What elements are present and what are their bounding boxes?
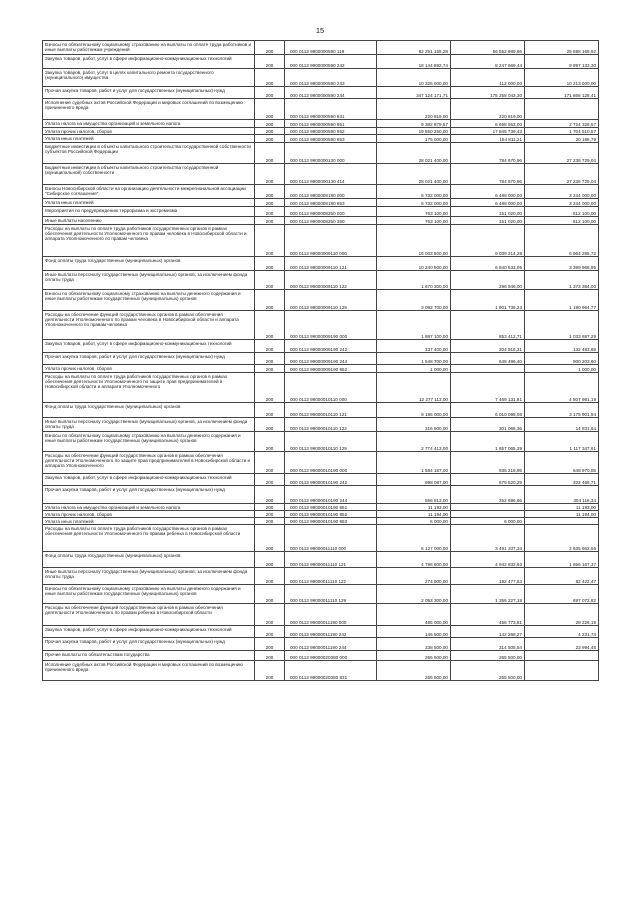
page-number: 15	[315, 26, 325, 35]
unexecuted-amount-cell: 4 807 981,19	[525, 373, 599, 403]
unexecuted-amount-cell: 4 231,73	[525, 626, 599, 638]
expense-name-cell: Взносы по обязательному социальному страхованию на выплаты денежного содержания и иные выплаты работникам государственных (муниципальных) органов	[43, 585, 255, 604]
executed-amount-cell: 265 500,00	[451, 661, 525, 681]
executed-amount-cell: 6 010 098,06	[451, 403, 525, 418]
table-row	[43, 99, 599, 120]
expense-name-cell: Иные выплаты персоналу государственных (муниципальных) органов, за исключением фонда оплаты труда	[43, 271, 255, 290]
line-code-cell: 200	[255, 271, 285, 290]
line-code-cell: 200	[255, 128, 285, 135]
expense-name-cell: Расходы на выплаты по оплате труда работников государственных органов в рамках обеспечения деятельности Уполномоченного по правам ребенка в Новосибирской области	[43, 525, 255, 552]
table-row	[43, 290, 599, 311]
table-row	[43, 418, 599, 432]
unexecuted-amount-cell: 3 399 966,95	[525, 257, 599, 271]
executed-amount-cell: 17 845 739,43	[451, 128, 525, 135]
line-code-cell: 200	[255, 99, 285, 120]
approved-amount-cell: 16 003 500,00	[377, 225, 451, 257]
approved-amount-cell: 3 092 700,00	[377, 290, 451, 311]
executed-amount-cell: 1 356 227,18	[451, 585, 525, 604]
approved-amount-cell: 10 240 500,00	[377, 257, 451, 271]
table-row	[43, 353, 599, 365]
expense-name-cell: Расходы на обеспечение функций государственных органов в рамках обеспечения деятельности Уполномоченного по защите прав предпринимателей в Новосибирской области и аппарата Уполномоченного	[43, 452, 255, 474]
budget-classification-code-cell: 000 0113 99000009110 000	[285, 225, 377, 257]
budget-classification-code-cell: 000 0113 9900008180 853	[285, 199, 377, 207]
budget-classification-code-cell: 000 0113 99000009190 244	[285, 353, 377, 365]
table-row	[43, 486, 599, 504]
budget-classification-code-cell: 000 0113 99000010190 853	[285, 518, 377, 525]
line-code-cell: 200	[255, 552, 285, 568]
approved-amount-cell: 6 732 000,00	[377, 199, 451, 207]
executed-amount-cell: 151 020,00	[451, 207, 525, 217]
executed-amount-cell: 6 488 000,00	[451, 185, 525, 199]
expense-name-cell: Прочая закупка товаров, работ и услуг для государственных (муниципальных) нужд	[43, 486, 255, 504]
approved-amount-cell: 338 500,00	[377, 638, 451, 651]
line-code-cell: 200	[255, 353, 285, 365]
approved-amount-cell: 175 000,00	[377, 135, 451, 143]
line-code-cell: 200	[255, 626, 285, 638]
approved-amount-cell: 19 550 250,00	[377, 128, 451, 135]
budget-classification-code-cell: 000 0113 9900000130 414	[285, 164, 377, 185]
unexecuted-amount-cell	[525, 518, 599, 525]
expense-name-cell: Взносы по обязательному социальному страхованию на выплаты денежного содержания и иные выплаты работникам государственных (муниципальных) органов	[43, 432, 255, 452]
approved-amount-cell: 1 584 187,00	[377, 452, 451, 474]
table-row	[43, 135, 599, 143]
table-row	[43, 432, 599, 452]
unexecuted-amount-cell: 25 698 165,62	[525, 41, 599, 55]
unexecuted-amount-cell: 28 226,19	[525, 604, 599, 626]
budget-classification-code-cell: 000 0113 99000009110 129	[285, 290, 377, 311]
table-row	[43, 365, 599, 373]
line-code-cell: 200	[255, 290, 285, 311]
approved-amount-cell: 18 144 892,74	[377, 55, 451, 69]
approved-amount-cell: 1 887 100,00	[377, 311, 451, 340]
table-row	[43, 217, 599, 225]
approved-amount-cell: 220 819,00	[377, 99, 451, 120]
expense-name-cell: Расходы на обеспечение функций государственных органов в рамках обеспечения деятельности Уполномоченного по правам человека в Новосибирской области и аппарата Уполномоченного по правам человека	[43, 311, 255, 340]
expense-name-cell: Фонд оплаты труда государственных (муниципальных) органов	[43, 403, 255, 418]
line-code-cell: 200	[255, 217, 285, 225]
approved-amount-cell: 9 186 000,00	[377, 403, 451, 418]
executed-amount-cell: 6 840 533,05	[451, 257, 525, 271]
expense-name-cell: Взносы по обязательному социальному страхованию на выплаты по оплате труда работников и иные выплаты работникам учреждений	[43, 41, 255, 55]
line-code-cell: 200	[255, 474, 285, 486]
executed-amount-cell: 265 500,00	[451, 651, 525, 661]
table-row	[43, 403, 599, 418]
executed-amount-cell: 296 946,00	[451, 271, 525, 290]
executed-amount-cell: 151 020,00	[451, 217, 525, 225]
unexecuted-amount-cell: 27 236 729,04	[525, 143, 599, 164]
budget-classification-code-cell: 000 0113 99000009190 852	[285, 365, 377, 373]
line-code-cell: 200	[255, 511, 285, 518]
line-code-cell: 200	[255, 164, 285, 185]
unexecuted-amount-cell: 27 236 729,04	[525, 164, 599, 185]
expense-name-cell: Закупка товаров, работ, услуг в сфере информационно-коммуникационных технологий	[43, 55, 255, 69]
expense-name-cell: Уплата прочих налогов, сборов	[43, 511, 255, 518]
line-code-cell: 200	[255, 452, 285, 474]
table-row	[43, 164, 599, 185]
budget-classification-code-cell: 000 0113 99000010110 129	[285, 432, 377, 452]
line-code-cell: 200	[255, 365, 285, 373]
table-row	[43, 185, 599, 199]
executed-amount-cell: 175 258 043,30	[451, 87, 525, 99]
approved-amount-cell: 11 193,00	[377, 504, 451, 511]
line-code-cell: 200	[255, 340, 285, 353]
budget-classification-code-cell: 000 0113 99000010190 852	[285, 511, 377, 518]
executed-amount-cell: 252 696,66	[451, 486, 525, 504]
approved-amount-cell: 82 251 155,28	[377, 41, 451, 55]
executed-amount-cell: 314 505,54	[451, 638, 525, 651]
line-code-cell: 200	[255, 518, 285, 525]
executed-amount-cell: 648 496,40	[451, 353, 525, 365]
executed-amount-cell: 220 819,00	[451, 99, 525, 120]
line-code-cell: 200	[255, 225, 285, 257]
executed-amount-cell	[451, 365, 525, 373]
expense-name-cell: Исполнение судебных актов Российской Федерации и мировых соглашений по возмещению причиненного вреда	[43, 99, 255, 120]
table-row	[43, 626, 599, 638]
approved-amount-cell: 265 500,00	[377, 661, 451, 681]
table-row	[43, 604, 599, 626]
unexecuted-amount-cell: 1 856 167,37	[525, 552, 599, 568]
unexecuted-amount-cell: 10 213 000,00	[525, 69, 599, 87]
budget-classification-code-cell: 000 0113 9900008180 000	[285, 185, 377, 199]
executed-amount-cell: 1 901 735,23	[451, 290, 525, 311]
expense-name-cell: Уплата иных платежей	[43, 518, 255, 525]
table-row	[43, 373, 599, 403]
budget-classification-code-cell: 000 0113 9900000590 242	[285, 55, 377, 69]
table-row	[43, 474, 599, 486]
unexecuted-amount-cell	[525, 661, 599, 681]
expense-name-cell: Уплата иных платежей	[43, 199, 255, 207]
line-code-cell: 200	[255, 257, 285, 271]
unexecuted-amount-cell	[525, 651, 599, 661]
approved-amount-cell: 11 194,00	[377, 511, 451, 518]
expense-name-cell: Прочая закупка товаров, работ и услуг для государственных (муниципальных) нужд	[43, 638, 255, 651]
executed-amount-cell: 6 658 553,00	[451, 120, 525, 128]
approved-amount-cell: 763 100,00	[377, 207, 451, 217]
unexecuted-amount-cell: 171 866 128,41	[525, 87, 599, 99]
budget-classification-code-cell: 000 0113 99000010190 851	[285, 504, 377, 511]
budget-classification-code-cell: 000 0113 9900000590 852	[285, 128, 377, 135]
approved-amount-cell: 347 124 171,71	[377, 87, 451, 99]
budget-classification-code-cell: 000 0113 99000020380 831	[285, 661, 377, 681]
executed-amount-cell	[451, 504, 525, 511]
budget-classification-code-cell: 000 0113 9900000590 244	[285, 87, 377, 99]
approved-amount-cell: 485 000,00	[377, 604, 451, 626]
unexecuted-amount-cell: 82 422,47	[525, 568, 599, 585]
approved-amount-cell: 337 400,00	[377, 340, 451, 353]
approved-amount-cell: 998 087,00	[377, 474, 451, 486]
budget-classification-code-cell: 000 0113 9900000590 851	[285, 120, 377, 128]
line-code-cell: 200	[255, 585, 285, 604]
executed-amount-cell: 3 491 337,34	[451, 525, 525, 552]
unexecuted-amount-cell: 1 033 687,29	[525, 311, 599, 340]
expense-name-cell: Взносы Новосибирской области на организацию деятельности межрегиональной ассоциации "Сибирское соглашение"	[43, 185, 255, 199]
table-row	[43, 143, 599, 164]
unexecuted-amount-cell: 900 203,60	[525, 353, 599, 365]
approved-amount-cell: 1 000,00	[377, 365, 451, 373]
approved-amount-cell: 9 382 879,57	[377, 120, 451, 128]
table-row	[43, 87, 599, 99]
budget-classification-code-cell: 000 0113 99000009110 122	[285, 271, 377, 290]
table-row	[43, 585, 599, 604]
unexecuted-amount-cell: 11 194,00	[525, 511, 599, 518]
executed-amount-cell: 4 942 832,63	[451, 552, 525, 568]
budget-classification-code-cell: 000 0113 9900000590 243	[285, 69, 377, 87]
expense-name-cell: Расходы на выплаты по оплате труда работников государственных органов в рамках обеспечения деятельности Уполномоченного по защите прав предпринимателей в Новосибирской области и аппарата Уполномоченного	[43, 373, 255, 403]
unexecuted-amount-cell: 612 100,00	[525, 217, 599, 225]
approved-amount-cell: 12 277 113,00	[377, 373, 451, 403]
budget-classification-code-cell: 000 0113 9900000590 831	[285, 99, 377, 120]
executed-amount-cell: 154 811,21	[451, 135, 525, 143]
table-row	[43, 651, 599, 661]
table-row	[43, 568, 599, 585]
executed-amount-cell: 7 469 131,81	[451, 373, 525, 403]
expense-name-cell: Уплата налога на имущество организаций и земельного налога	[43, 120, 255, 128]
budget-classification-code-cell: 000 0113 99000010190 000	[285, 452, 377, 474]
budget-classification-code-cell: 000 0113 99000011110 129	[285, 585, 377, 604]
table-row	[43, 199, 599, 207]
unexecuted-amount-cell: 697 072,82	[525, 585, 599, 604]
budget-classification-code-cell: 000 0113 9900000590 119	[285, 41, 377, 55]
line-code-cell: 200	[255, 143, 285, 164]
unexecuted-amount-cell: 1 190 964,77	[525, 290, 599, 311]
unexecuted-amount-cell	[525, 99, 599, 120]
line-code-cell: 200	[255, 69, 285, 87]
approved-amount-cell: 2 774 413,00	[377, 432, 451, 452]
approved-amount-cell: 1 548 700,00	[377, 353, 451, 365]
budget-classification-code-cell: 000 0113 99000011110 122	[285, 568, 377, 585]
table-row	[43, 271, 599, 290]
unexecuted-amount-cell: 2 724 326,57	[525, 120, 599, 128]
table-row	[43, 511, 599, 518]
approved-amount-cell: 6 127 000,00	[377, 525, 451, 552]
line-code-cell: 200	[255, 418, 285, 432]
unexecuted-amount-cell: 1 704 510,57	[525, 128, 599, 135]
unexecuted-amount-cell: 9 897 133,30	[525, 55, 599, 69]
expense-name-cell: Фонд оплаты труда государственных (муниципальных) органов	[43, 257, 255, 271]
unexecuted-amount-cell: 20 188,79	[525, 135, 599, 143]
budget-classification-code-cell: 000 0113 99000009190 242	[285, 340, 377, 353]
table-row	[43, 661, 599, 681]
executed-amount-cell: 56 552 989,66	[451, 41, 525, 55]
unexecuted-amount-cell: 11 193,00	[525, 504, 599, 511]
line-code-cell: 200	[255, 199, 285, 207]
unexecuted-amount-cell: 612 100,00	[525, 207, 599, 217]
unexecuted-amount-cell: 1 117 347,61	[525, 432, 599, 452]
expense-name-cell: Расходы на обеспечение функций государственных органов в рамках обеспечения деятельности Уполномоченного по правам ребенка в Новосибирской области	[43, 604, 255, 626]
line-code-cell: 200	[255, 638, 285, 651]
approved-amount-cell: 763 100,00	[377, 217, 451, 225]
expense-name-cell: Закупка товаров, работ, услуг в сфере информационно-коммуникационных технологий	[43, 626, 255, 638]
approved-amount-cell: 10 325 000,00	[377, 69, 451, 87]
unexecuted-amount-cell: 1 373 354,00	[525, 271, 599, 290]
unexecuted-amount-cell: 6 964 285,72	[525, 225, 599, 257]
approved-amount-cell: 556 813,00	[377, 486, 451, 504]
table-row	[43, 340, 599, 353]
executed-amount-cell: 784 670,96	[451, 164, 525, 185]
line-code-cell: 200	[255, 41, 285, 55]
executed-amount-cell: 6 488 000,00	[451, 199, 525, 207]
approved-amount-cell: 1 670 300,00	[377, 271, 451, 290]
table-row	[43, 225, 599, 257]
unexecuted-amount-cell: 23 994,46	[525, 638, 599, 651]
line-code-cell: 200	[255, 525, 285, 552]
budget-classification-code-cell: 000 0113 99000010190 244	[285, 486, 377, 504]
approved-amount-cell: 274 900,00	[377, 568, 451, 585]
budget-execution-table	[42, 40, 599, 681]
table-row	[43, 525, 599, 552]
line-code-cell: 200	[255, 661, 285, 681]
approved-amount-cell: 6 000,00	[377, 518, 451, 525]
line-code-cell: 200	[255, 568, 285, 585]
executed-amount-cell: 301 068,36	[451, 418, 525, 432]
line-code-cell: 200	[255, 135, 285, 143]
budget-classification-code-cell: 000 0113 9900000130 000	[285, 143, 377, 164]
table-row	[43, 207, 599, 217]
expense-name-cell: Взносы по обязательному социальному страхованию на выплаты денежного содержания и иные выплаты работникам государственных (муниципальных) органов	[43, 290, 255, 311]
approved-amount-cell: 316 900,00	[377, 418, 451, 432]
line-code-cell: 200	[255, 604, 285, 626]
expense-name-cell: Фонд оплаты труда государственных (муниципальных) органов	[43, 552, 255, 568]
expense-name-cell: Бюджетные инвестиции в объекты капитального строительства государственной (муниципальной) собственности	[43, 164, 255, 185]
budget-classification-code-cell: 000 0113 99000010190 242	[285, 474, 377, 486]
approved-amount-cell: 4 798 800,00	[377, 552, 451, 568]
budget-classification-code-cell: 000 0113 99000009110 121	[285, 257, 377, 271]
expense-name-cell: Мероприятия по предупреждению терроризма и экстремизма	[43, 207, 255, 217]
unexecuted-amount-cell: 3 244 000,00	[525, 199, 599, 207]
table-row	[43, 120, 599, 128]
budget-classification-code-cell: 000 0113 99000011110 000	[285, 525, 377, 552]
expense-name-cell: Прочая закупка товаров, работ и услуг для государственных (муниципальных) нужд	[43, 87, 255, 99]
approved-amount-cell: 28 021 400,00	[377, 164, 451, 185]
approved-amount-cell: 6 732 000,00	[377, 185, 451, 199]
expense-name-cell: Иные выплаты населению	[43, 217, 255, 225]
budget-classification-code-cell: 000 0113 9900008250 360	[285, 217, 377, 225]
budget-classification-code-cell: 000 0113 99000011190 242	[285, 626, 377, 638]
table-row	[43, 41, 599, 55]
unexecuted-amount-cell: 648 970,05	[525, 452, 599, 474]
approved-amount-cell: 265 500,00	[377, 651, 451, 661]
table-body	[43, 41, 599, 681]
executed-amount-cell: 192 477,53	[451, 568, 525, 585]
line-code-cell: 200	[255, 120, 285, 128]
line-code-cell: 200	[255, 432, 285, 452]
line-code-cell: 200	[255, 504, 285, 511]
table-row	[43, 128, 599, 135]
expense-name-cell: Уплата прочих налогов, сборов	[43, 128, 255, 135]
budget-classification-code-cell: 000 0113 9900000590 853	[285, 135, 377, 143]
unexecuted-amount-cell: 304 116,34	[525, 486, 599, 504]
table-row	[43, 311, 599, 340]
budget-classification-code-cell: 000 0113 99000011190 000	[285, 604, 377, 626]
budget-classification-code-cell: 000 0113 99000011190 244	[285, 638, 377, 651]
approved-amount-cell: 2 053 300,00	[377, 585, 451, 604]
budget-classification-code-cell: 000 0113 99000009190 000	[285, 311, 377, 340]
line-code-cell: 200	[255, 486, 285, 504]
approved-amount-cell: 28 021 400,00	[377, 143, 451, 164]
expense-name-cell: Закупка товаров, работ, услуг в целях капитального ремонта государственного (муниципального) имущества	[43, 69, 255, 87]
executed-amount-cell: 935 216,95	[451, 452, 525, 474]
table-row	[43, 452, 599, 474]
expense-name-cell: Иные выплаты персоналу государственных (муниципальных) органов, за исключением фонда оплаты труда	[43, 418, 255, 432]
expense-name-cell: Уплата налога на имущество организаций и земельного налога	[43, 504, 255, 511]
expense-name-cell: Бюджетные инвестиции в объекты капитального строительства государственной собственности субъектов Российской Федерации	[43, 143, 255, 164]
budget-classification-code-cell: 000 0113 99000010110 000	[285, 373, 377, 403]
executed-amount-cell: 784 670,96	[451, 143, 525, 164]
line-code-cell: 200	[255, 403, 285, 418]
table-row	[43, 55, 599, 69]
table-row	[43, 518, 599, 525]
budget-classification-code-cell: 000 0113 99000010110 121	[285, 403, 377, 418]
table-row	[43, 257, 599, 271]
budget-classification-code-cell: 000 0113 99000010110 122	[285, 418, 377, 432]
budget-classification-code-cell: 000 0113 99000020380 000	[285, 651, 377, 661]
executed-amount-cell: 204 916,31	[451, 340, 525, 353]
table-row	[43, 69, 599, 87]
expense-name-cell: Закупка товаров, работ, услуг в сфере информационно-коммуникационных технологий	[43, 340, 255, 353]
executed-amount-cell: 6 000,00	[451, 518, 525, 525]
executed-amount-cell: 112 000,00	[451, 69, 525, 87]
line-code-cell: 200	[255, 55, 285, 69]
table-row	[43, 504, 599, 511]
executed-amount-cell: 456 773,81	[451, 604, 525, 626]
unexecuted-amount-cell: 1 000,00	[525, 365, 599, 373]
expense-name-cell: Прочая закупка товаров, работ и услуг для государственных (муниципальных) нужд	[43, 353, 255, 365]
executed-amount-cell: 8 247 669,44	[451, 55, 525, 69]
unexecuted-amount-cell: 14 831,64	[525, 418, 599, 432]
unexecuted-amount-cell: 3 175 901,94	[525, 403, 599, 418]
unexecuted-amount-cell: 3 244 000,00	[525, 185, 599, 199]
line-code-cell: 200	[255, 311, 285, 340]
table-row	[43, 552, 599, 568]
budget-classification-code-cell: 000 0113 9900008250 000	[285, 207, 377, 217]
executed-amount-cell: 142 268,27	[451, 626, 525, 638]
table-row	[43, 638, 599, 651]
expense-name-cell: Иные выплаты персоналу государственных (муниципальных) органов, за исключением фонда оплаты труда	[43, 568, 255, 585]
unexecuted-amount-cell: 132 483,69	[525, 340, 599, 353]
executed-amount-cell: 853 412,71	[451, 311, 525, 340]
executed-amount-cell: 9 039 214,28	[451, 225, 525, 257]
expense-name-cell: Уплата прочих налогов, сборов	[43, 365, 255, 373]
line-code-cell: 200	[255, 185, 285, 199]
expense-name-cell: Уплата иных платежей	[43, 135, 255, 143]
expense-name-cell: Исполнение судебных актов Российской Федерации и мировых соглашений по возмещению причиненного вреда	[43, 661, 255, 681]
line-code-cell: 200	[255, 207, 285, 217]
expense-name-cell: Прочие выплаты по обязательствам государства	[43, 651, 255, 661]
budget-classification-code-cell: 000 0113 99000011110 121	[285, 552, 377, 568]
line-code-cell: 200	[255, 373, 285, 403]
approved-amount-cell: 146 500,00	[377, 626, 451, 638]
expense-name-cell: Закупка товаров, работ, услуг в сфере информационно-коммуникационных технологий	[43, 474, 255, 486]
expense-name-cell: Расходы на выплаты по оплате труда работников государственных органов в рамках обеспечения деятельности Уполномоченного по правам человека в Новосибирской области и аппарата Уполномоченного по правам человека	[43, 225, 255, 257]
executed-amount-cell: 675 520,29	[451, 474, 525, 486]
executed-amount-cell: 1 657 065,39	[451, 432, 525, 452]
line-code-cell: 200	[255, 651, 285, 661]
unexecuted-amount-cell: 322 466,71	[525, 474, 599, 486]
unexecuted-amount-cell: 2 635 662,56	[525, 525, 599, 552]
executed-amount-cell	[451, 511, 525, 518]
line-code-cell: 200	[255, 87, 285, 99]
